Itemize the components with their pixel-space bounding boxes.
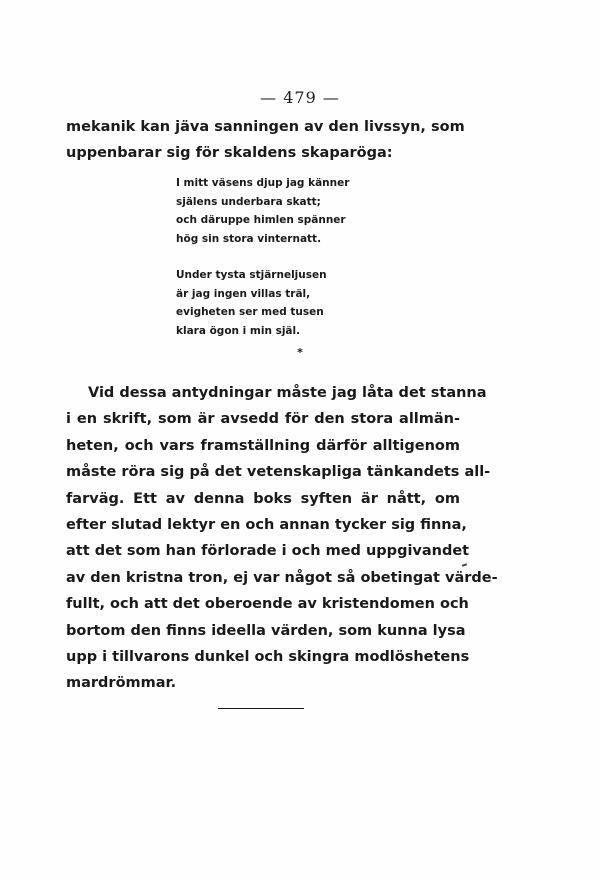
section-separator: * <box>297 346 303 359</box>
intro-paragraph <box>66 114 465 166</box>
intro-line: mekanik kan jäva sanningen av den livssyn, som <box>66 119 465 135</box>
page-number: — 479 — <box>260 88 340 107</box>
body-line: att det som han förlorade i och med uppgivandet <box>66 543 470 560</box>
poem-line: I mitt väsens djup jag känner <box>176 177 350 189</box>
poem-stanza-2 <box>176 266 349 340</box>
poem-stanza-1 <box>176 174 349 248</box>
body-line: måste röra sig på det vetenskapliga tänkandets all- <box>66 464 491 481</box>
body-line: efter slutad lektyr en och annan tycker sig finna, <box>66 517 467 534</box>
margin-mark <box>462 563 467 567</box>
body-line: Vid dessa antydningar måste jag låta det stanna <box>88 385 487 401</box>
body-line: fullt, och att det oberoende av kristendomen och <box>66 596 469 613</box>
body-line: i en skrift, som är avsedd för den stora allmän- <box>66 411 460 428</box>
poem-line: hög sin stora vinternatt. <box>176 232 322 245</box>
poem-line: evigheten ser med tusen <box>176 306 324 318</box>
end-rule <box>218 708 304 709</box>
poem-line: är jag ingen villas träl, <box>176 287 311 300</box>
poem-line: och däruppe himlen spänner <box>176 214 346 226</box>
body-line: upp i tillvarons dunkel och skingra modlöshetens <box>66 649 470 666</box>
poem-line: själens underbara skatt; <box>176 195 321 208</box>
body-line: heten, och vars framställning därför alltigenom <box>66 437 460 454</box>
poem-line: Under tysta stjärneljusen <box>176 269 327 281</box>
body-line: av den kristna tron, ej var något så obetingat värde- <box>66 569 498 586</box>
body-line: mardrömmar. <box>66 675 177 692</box>
body-paragraph <box>66 380 498 697</box>
body-line: bortom den finns ideella värden, som kunna lysa <box>66 622 466 639</box>
poem <box>176 174 349 358</box>
body-line: farväg. Ett av denna boks syften är nått, om <box>66 490 460 507</box>
intro-line: uppenbarar sig för skaldens skaparöga: <box>66 145 393 161</box>
poem-line: klara ögon i min själ. <box>176 324 301 337</box>
